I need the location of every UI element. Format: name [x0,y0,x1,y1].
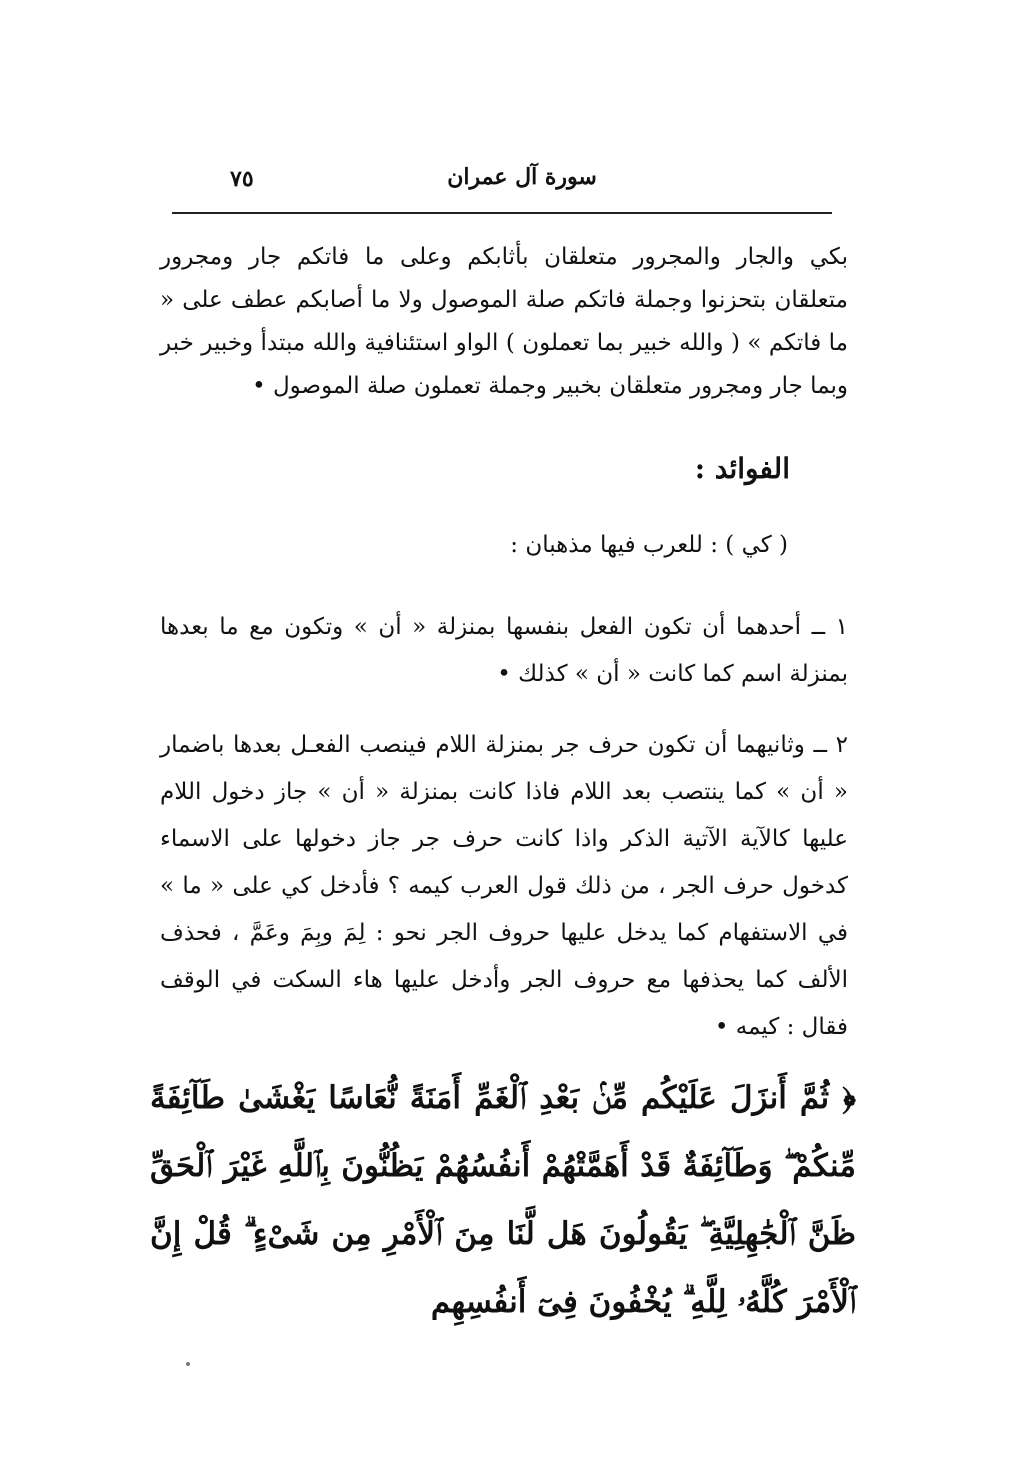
page-number: ٧٥ [230,166,254,192]
header-rule [172,212,832,214]
grammar-paragraph: بكي والجار والمجرور متعلقان بأثابكم وعلى ما فاتكم جار ومجرور متعلقان بتحزنوا وجملة فاتكم صلة الموصول ولا ما أصابكم عطف على « ما فاتكم » ( والله خبير بما تعملون ) الواو استئنافية والله مبتدأ وخبير خبر وبما جار ومجرور متعلقان بخبير وجملة تعملون صلة الموصول • [160,244,849,399]
kay-intro-line: ( كي ) : للعرب فيها مذهبان : [510,532,788,558]
point-one-paragraph: ١ ــ أحدهما أن تكون الفعل بنفسها بمنزلة « أن » وتكون مع ما بعدها بمنزلة اسم كما كانت « أن » كذلك • [160,614,848,687]
page-header [172,162,832,202]
running-title: سورة آل عمران [447,164,597,190]
speck-mark [186,1362,190,1366]
quran-verse: ﴿ ثُمَّ أَنزَلَ عَلَيْكُم مِّنۢ بَعْدِ ٱلْغَمِّ أَمَنَةً نُّعَاسًا يَغْشَىٰ طَآئِفَةً مِّنكُمْ ۖ وَطَآئِفَةٌ قَدْ أَهَمَّتْهُمْ أَنفُسُهُمْ يَظُنُّونَ بِٱللَّهِ غَيْرَ ٱلْحَقِّ ظَنَّ ٱلْجَٰهِلِيَّةِ ۖ يَقُولُونَ هَل لَّنَا مِنَ ٱلْأَمْرِ مِن شَىْءٍ ۗ قُلْ إِنَّ ٱلْأَمْرَ كُلَّهُۥ لِلَّهِ ۗ يُخْفُونَ فِىٓ أَنفُسِهِم [150,1080,856,1320]
point-two-paragraph: ٢ ــ وثانيهما أن تكون حرف جر بمنزلة اللام فينصب الفعـل بعدها باضمار « أن » كما ينتصب بعد اللام فاذا كانت بمنزلة « أن » جاز دخول اللام عليها كالآية الآتية الذكر واذا كانت حرف جر جاز دخولها على الاسماء كدخول حرف الجر ، من ذلك قول العرب كيمه ؟ فأدخل كي على « ما » في الاستفهام كما يدخل عليها حروف الجر نحو : لِمَ وبِمَ وعَمَّ ، فحذف الألف كما يحذفها مع حروف الجر وأدخل عليها هاء السكت في الوقف فقال : كيمه • [160,732,848,1040]
section-heading: الفوائد : [694,452,790,485]
